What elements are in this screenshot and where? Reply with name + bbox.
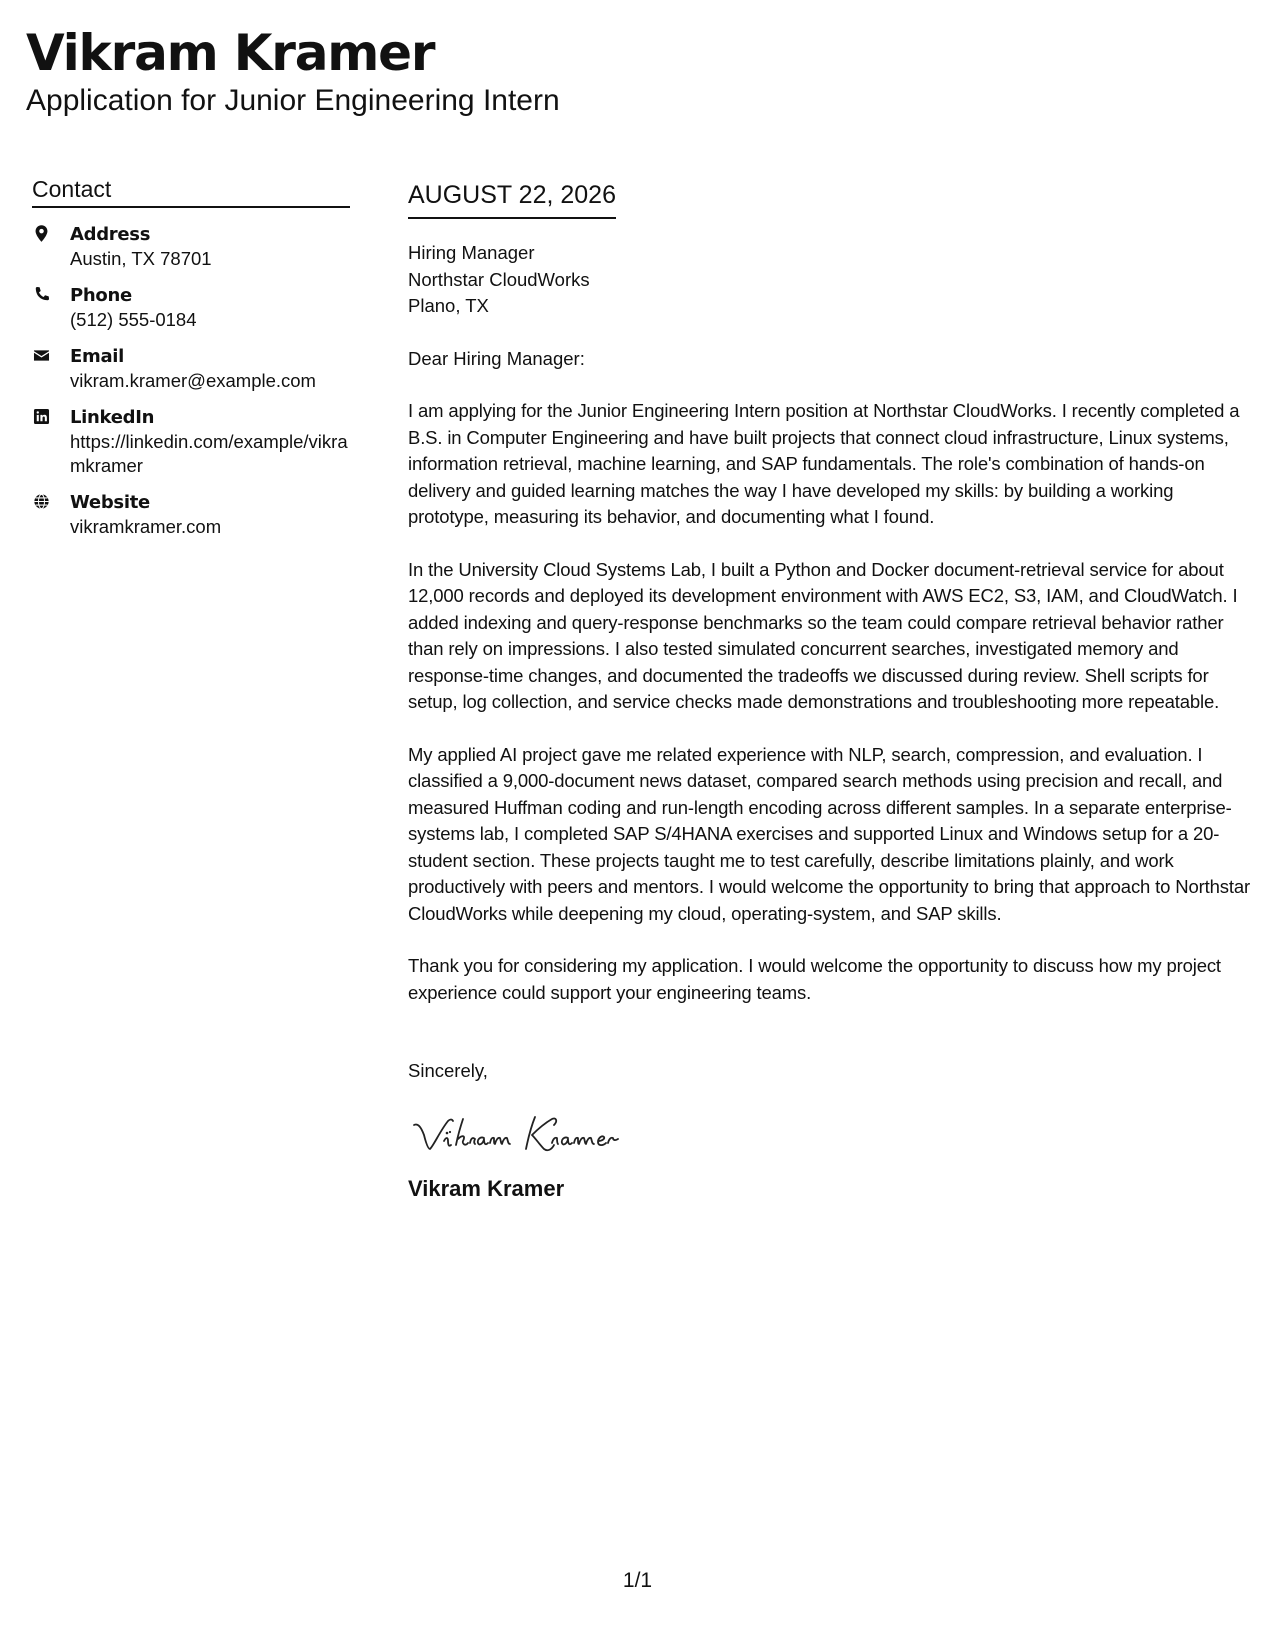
closing: Sincerely, [408,1060,488,1081]
contact-heading: Contact [32,175,350,208]
contact-label: Website [70,492,150,513]
contact-sidebar [32,175,350,551]
contact-label: Phone [70,285,132,306]
contact-value: https://linkedin.com/example/vikramkramer [70,431,348,476]
paragraph: Thank you for considering my application. I would welcome the opportunity to discuss how my project experience could support your engineering teams. [408,955,1221,1003]
contact-value: vikram.kramer@example.com [70,370,316,391]
paragraph: In the University Cloud Systems Lab, I built a Python and Docker document-retrieval service for about 12,000 records and deployed its development environment with AWS EC2, S3, IAM, and CloudWatch. I added indexing and query-response benchmarks so the team could compare retrieval behavior rather than rely on impressions. I also tested simulated concurrent searches, investigated memory and response-time changes, and documented the tradeoffs we discussed during review. Shell scripts for setup, log collection, and service checks made demonstrations and troubleshooting more repeatable. [408,558,1238,712]
recipient-line: Hiring Manager [408,242,535,263]
contact-label: Address [70,224,151,245]
page-number: 1/1 [622,1569,653,1592]
contact-website [32,490,350,539]
salutation: Dear Hiring Manager: [408,347,585,369]
letter-header [26,22,560,118]
contact-label: LinkedIn [70,407,155,428]
contact-value: Austin, TX 78701 [70,248,212,269]
recipient-line: Northstar CloudWorks [408,268,590,290]
contact-value: vikramkramer.com [70,516,222,537]
signer-name: Vikram Kramer [408,1175,565,1201]
linkedin-icon [32,405,70,426]
envelope-icon [32,344,70,365]
applicant-name: Vikram Kramer [26,24,435,82]
paragraph: My applied AI project gave me related experience with NLP, search, compression, and evaluation. I classified a 9,000-document news dataset, compared search methods using precision and recall, and measured Huffman coding and run-length encoding across different samples. In a separate enterprise-systems lab, I completed SAP S/4HANA exercises and supported Linux and Windows setup for a 20-student section. These projects taught me to test carefully, describe limitations plainly, and work productively with peers and mentors. I would welcome the opportunity to bring that approach to Northstar CloudWorks while deepening my cloud, operating-system, and SAP skills. [408,743,1251,924]
contact-phone [32,283,350,332]
contact-linkedin [32,405,350,478]
letter-body [408,180,1253,1203]
contact-address [32,222,350,271]
contact-label: Email [70,346,125,367]
globe-icon [32,490,70,511]
recipient-line: Plano, TX [408,295,489,316]
phone-icon [32,283,70,304]
recipient-block [408,240,1253,320]
paragraph: I am applying for the Junior Engineering Intern position at Northstar CloudWorks. I recently completed a B.S. in Computer Engineering and have built projects that connect cloud infrastructure, Linux systems, information retrieval, machine learning, and SAP fundamentals. The role's combination of hands-on delivery and guided learning matches the way I have developed my skills: by building a working prototype, measuring its behavior, and documenting what I found. [408,400,1240,527]
contact-email [32,344,350,393]
contact-value: (512) 555-0184 [70,309,197,330]
handwritten-signature [408,1105,1253,1165]
application-title: Application for Junior Engineering Intern [26,84,560,117]
letter-date: AUGUST 22, 2026 [408,180,616,219]
map-pin-icon [32,222,70,243]
